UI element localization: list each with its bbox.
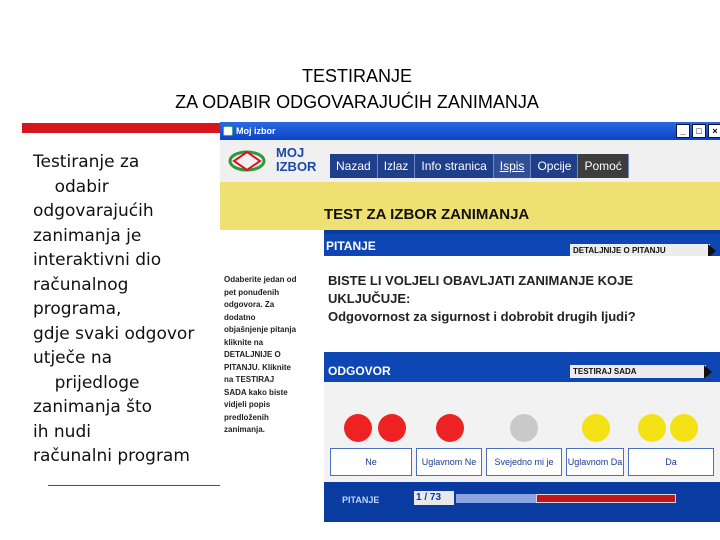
- progress-label: PITANJE: [342, 495, 380, 505]
- menu-opcije[interactable]: Opcije: [531, 154, 578, 178]
- arrow-right-icon: [704, 365, 712, 379]
- question-details-button[interactable]: DETALJNIJE O PITANJU: [570, 244, 710, 258]
- menu-pomoc[interactable]: Pomoć: [578, 154, 628, 178]
- test-title: TEST ZA IZBOR ZANIMANJA: [324, 206, 530, 223]
- question-label: PITANJE: [326, 239, 376, 253]
- close-icon[interactable]: ×: [708, 124, 720, 138]
- main-menu: [330, 154, 629, 178]
- answer-option-uglavnom-ne[interactable]: Uglavnom Ne: [416, 448, 482, 476]
- menu-izlaz[interactable]: Izlaz: [378, 154, 416, 178]
- red-accent-bar: [22, 123, 220, 133]
- happy-face-icon[interactable]: [582, 414, 610, 442]
- slide-title-line1: TESTIRANJE: [301, 66, 412, 86]
- progress-indicator: [536, 494, 676, 503]
- bottom-divider-line: [48, 485, 220, 486]
- instructions-text: Odaberite jedan od pet ponuđenih odgovora. Za dodatno objašnjenje pitanja kliknite na DETALJNIJE O PITANJU. Kliknite na TESTIRAJ SADA kako biste vidjeli popis predloženih zanimanja.: [224, 275, 297, 434]
- logo-text: MOJ IZBOR: [276, 145, 317, 174]
- app-header: [220, 140, 720, 182]
- sad-face-icon[interactable]: [378, 414, 406, 442]
- minimize-icon[interactable]: _: [676, 124, 690, 138]
- logo-icon: [228, 148, 266, 174]
- window-titlebar: [220, 122, 720, 140]
- answer-option-uglavnom-da[interactable]: Uglavnom Da: [566, 448, 624, 476]
- happy-face-icon[interactable]: [670, 414, 698, 442]
- app-icon: [223, 126, 233, 136]
- sad-face-icon[interactable]: [344, 414, 372, 442]
- question-text: BISTE LI VOLJELI OBAVLJATI ZANIMANJE KOJE UKLJUČUJE: Odgovornost za sigurnost i dobrobit drugih ljudi?: [328, 273, 636, 324]
- app-window: [220, 122, 720, 522]
- window-title: Moj izbor: [236, 126, 276, 136]
- slide-title-line2: ZA ODABIR ODGOVARAJUĆIH ZANIMANJA: [175, 92, 539, 112]
- sad-face-icon[interactable]: [436, 414, 464, 442]
- menu-ispis[interactable]: Ispis: [494, 154, 532, 178]
- answer-option-ne[interactable]: Ne: [330, 448, 412, 476]
- happy-face-icon[interactable]: [638, 414, 666, 442]
- answer-option-da[interactable]: Da: [628, 448, 714, 476]
- neutral-face-icon[interactable]: [510, 414, 538, 442]
- answer-label: ODGOVOR: [328, 364, 391, 378]
- test-now-button[interactable]: TESTIRAJ SADA: [570, 365, 706, 378]
- maximize-icon[interactable]: □: [692, 124, 706, 138]
- question-counter: 1 / 73: [414, 491, 454, 505]
- menu-nazad[interactable]: Nazad: [330, 154, 378, 178]
- menu-info[interactable]: Info stranica: [415, 154, 493, 178]
- answer-option-svejedno[interactable]: Svejedno mi je: [486, 448, 562, 476]
- slide-body-text: Testiranje za odabir odgovarajućih zanimanja je interaktivni dio računalnog programa, gdje svaki odgovor utječe na prijedloge zanimanja što ih nudi računalni program: [33, 152, 195, 466]
